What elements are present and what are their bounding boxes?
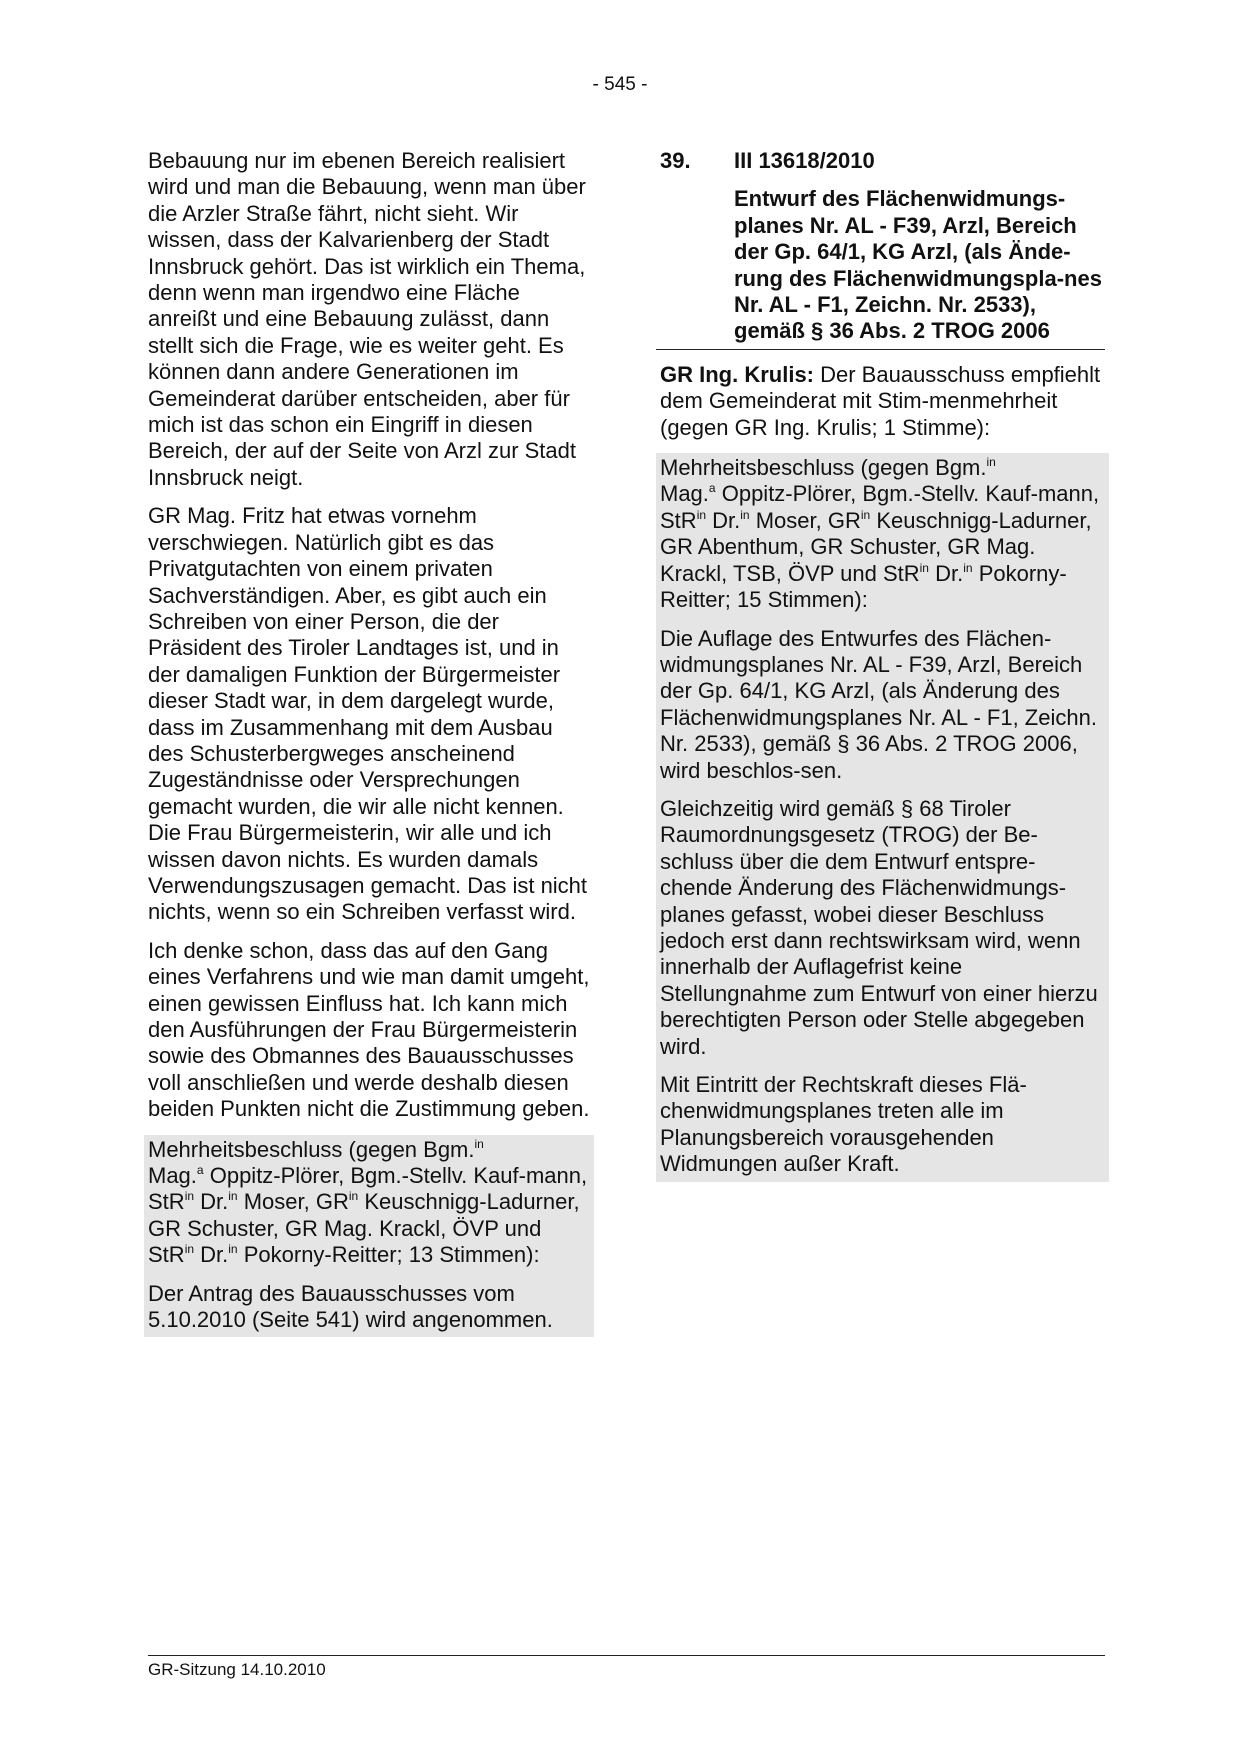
paragraph: GR Mag. Fritz hat etwas vornehm verschwiegen. Natürlich gibt es das Privatgutachten von einem privaten Sachverständigen. Aber, es gibt auch ein Schreiben von einer Person, die der Präsident des Tiroler Landtages ist, und in der damaligen Funktion der Bürgermeister dieser Stadt war, in dem dargelegt wurde, dass im Zusammenhang mit dem Ausbau des Schusterbergweges anscheinend Zugeständnisse oder Versprechungen gemacht wurden, die wir alle nicht kennen. Die Frau Bürgermeisterin, wir alle und ich wissen davon nichts. Es wurden damals Verwendungszusagen gemacht. Das ist nicht nichts, wenn so ein Schreiben verfasst wird. [148, 503, 588, 925]
resolution-paragraph: Gleichzeitig wird gemäß § 68 Tiroler Raumordnungsgesetz (TROG) der Be-schluss über die dem Entwurf entspre-chende Änderung des Flächenwidmungs-planes gefasst, wobei dieser Beschluss jedoch erst dann rechtswirksam wird, wenn innerhalb der Auflagefrist keine Stellungnahme zum Entwurf von einer hierzu berechtigten Person oder Stelle abgegeben wird. [660, 795, 1098, 1059]
item-title: Entwurf des Flächenwidmungs-planes Nr. AL - F39, Arzl, Bereich der Gp. 64/1, KG Arzl, (als Ände-rung des Flächenwidmungspla-nes Nr. AL - F1, Zeichn. Nr. 2533), gemäß § 36 Abs. 2 TROG 2006 [734, 186, 1102, 344]
resolution-result: Der Antrag des Bauausschusses vom 5.10.2010 (Seite 541) wird angenommen. [148, 1280, 553, 1333]
left-column [148, 148, 590, 1337]
speaker-name: GR Ing. Krulis: [660, 361, 814, 387]
agenda-item-header [660, 148, 1105, 345]
resolution-box [656, 453, 1109, 1182]
vote-statement: Mehrheitsbeschluss (gegen Bgm.$^{in}$ Mag.$^a$ Oppitz-Plörer, Bgm.-Stellv. Kauf-mann, StR$^{in}$ Dr.$^{in}$ Moser, $GR^{in}$ Keuschnigg-Ladurner, GR Abenthum, GR Schuster, GR Mag. Krackl, TSB, ÖVP und StR$^{in}$ Dr.$^{in}$ Pokorny-Reitter; 15 Stimmen): [660, 455, 1100, 613]
speaker-paragraph: GR Ing. Krulis: Der Bauausschuss empfiehlt dem Gemeinderat mit Stim-menmehrheit (gegen GR Ing. Krulis; 1 Stimme): [660, 361, 1101, 440]
resolution-paragraph: Die Auflage des Entwurfes des Flächen-widmungsplanes Nr. AL - F39, Arzl, Bereich der Gp. 64/1, KG Arzl, (als Änderung des Flächenwidmungsplanes Nr. AL - F1, Zeichn. Nr. 2533), gemäß § 36 Abs. 2 TROG 2006, wird beschlos-sen. [660, 625, 1097, 783]
right-column [660, 148, 1105, 1182]
resolution-paragraph: Mit Eintritt der Rechtskraft dieses Flä-chenwidmungsplanes treten alle im Planungsbereich vorausgehenden Widmungen außer Kraft. [660, 1072, 1027, 1177]
item-reference: III 13618/2010 [734, 148, 875, 173]
vote-statement: Mehrheitsbeschluss (gegen Bgm.$^{in}$ Mag.$^a$ Oppitz-Plörer, Bgm.-Stellv. Kauf-mann, StR$^{in}$ Dr.$^{in}$ Moser, $GR^{in}$ Keuschnigg-Ladurner, GR Schuster, GR Mag. Krackl, ÖVP und StR$^{in}$ Dr.$^{in}$ Pokorny-Reitter; 13 Stimmen): [148, 1136, 588, 1268]
page-number: - 545 - [592, 74, 648, 95]
item-number: 39. [660, 148, 691, 173]
divider [656, 349, 1105, 350]
footer-text: GR-Sitzung 14.10.2010 [148, 1660, 326, 1679]
footer-divider [148, 1655, 1105, 1656]
paragraph: Ich denke schon, dass das auf den Gang eines Verfahrens und wie man damit umgeht, einen gewissen Einfluss hat. Ich kann mich den Ausführungen der Frau Bürgermeisterin sowie des Obmannes des Bauausschusses voll anschließen und werde deshalb diesen beiden Punkten nicht die Zustimmung geben. [148, 937, 590, 1122]
resolution-box [144, 1135, 594, 1338]
paragraph: Bebauung nur im ebenen Bereich realisiert wird und man die Bebauung, wenn man über die Arzler Straße fährt, nicht sieht. Wir wissen, dass der Kalvarienberg der Stadt Innsbruck gehört. Das ist wirklich ein Thema, denn wenn man irgendwo eine Fläche anreißt und eine Bebauung zulässt, dann stellt sich die Frage, wie es weiter geht. Es können dann andere Generationen im Gemeinderat darüber entscheiden, aber für mich ist das schon ein Eingriff in diesen Bereich, der auf der Seite von Arzl zur Stadt Innsbruck neigt. [148, 148, 586, 490]
